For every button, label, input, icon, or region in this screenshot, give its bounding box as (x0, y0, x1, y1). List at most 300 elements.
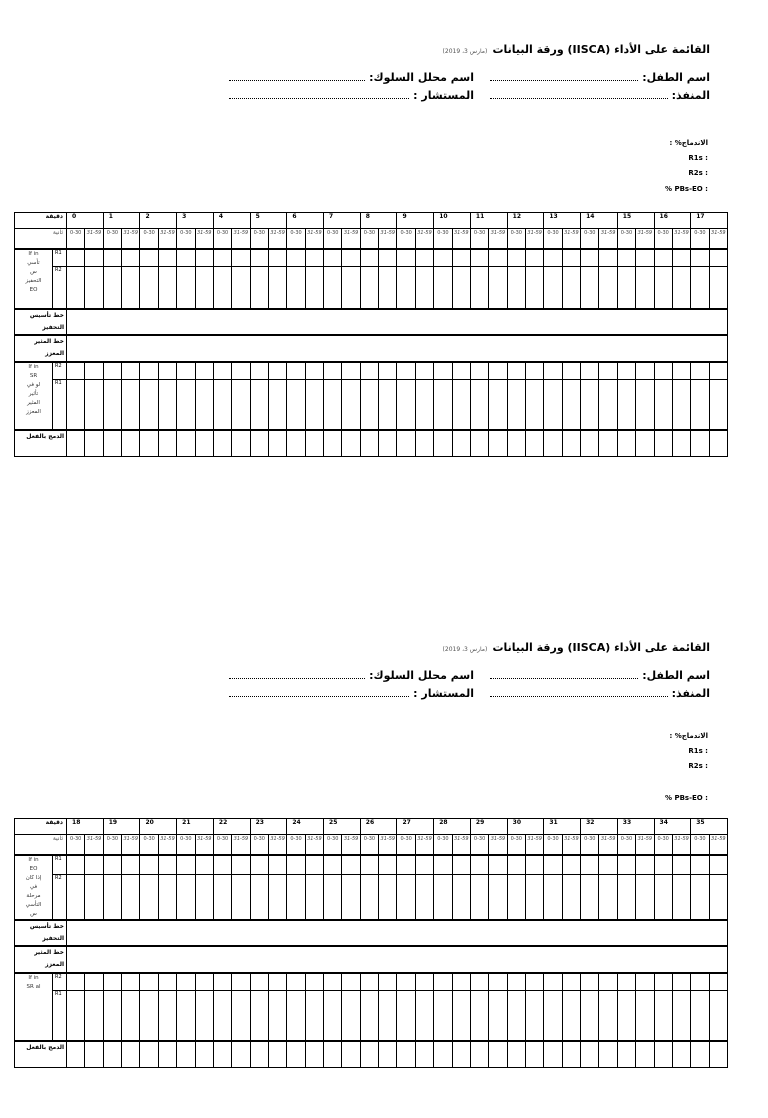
recording-cell[interactable] (342, 855, 360, 875)
recording-cell[interactable] (654, 430, 672, 457)
recording-cell[interactable] (324, 973, 342, 991)
recording-cell[interactable] (470, 855, 488, 875)
recording-cell[interactable] (250, 973, 268, 991)
recording-cell[interactable] (213, 249, 231, 267)
recording-cell[interactable] (672, 874, 690, 920)
recording-cell[interactable] (397, 874, 415, 920)
recording-cell[interactable] (158, 991, 176, 1041)
recording-cell[interactable] (452, 874, 470, 920)
recording-cell[interactable] (434, 973, 452, 991)
recording-cell[interactable] (544, 249, 562, 267)
recording-cell[interactable] (342, 991, 360, 1041)
recording-cell[interactable] (103, 380, 121, 430)
recording-cell[interactable] (691, 874, 709, 920)
recording-cell[interactable] (709, 267, 727, 309)
recording-cell[interactable] (324, 874, 342, 920)
recording-cell[interactable] (177, 430, 195, 457)
recording-cell[interactable] (709, 874, 727, 920)
recording-cell[interactable] (360, 249, 378, 267)
recording-cell[interactable] (636, 1041, 654, 1068)
recording-cell[interactable] (507, 267, 525, 309)
child-name-blank[interactable] (490, 669, 638, 679)
recording-cell[interactable] (158, 874, 176, 920)
recording-cell[interactable] (507, 874, 525, 920)
recording-cell[interactable] (709, 973, 727, 991)
recording-cell[interactable] (434, 249, 452, 267)
recording-cell[interactable] (177, 991, 195, 1041)
recording-cell[interactable] (305, 362, 323, 380)
recording-cell[interactable] (250, 1041, 268, 1068)
recording-cell[interactable] (67, 991, 85, 1041)
recording-cell[interactable] (268, 1041, 286, 1068)
recording-cell[interactable] (452, 249, 470, 267)
recording-cell[interactable] (67, 973, 85, 991)
recording-cell[interactable] (489, 991, 507, 1041)
recording-cell[interactable] (360, 991, 378, 1041)
recording-cell[interactable] (177, 362, 195, 380)
recording-cell[interactable] (581, 973, 599, 991)
recording-cell[interactable] (67, 380, 85, 430)
recording-cell[interactable] (232, 855, 250, 875)
baseline-line-cell[interactable] (67, 920, 728, 946)
recording-cell[interactable] (250, 249, 268, 267)
recording-cell[interactable] (470, 267, 488, 309)
recording-cell[interactable] (324, 1041, 342, 1068)
recording-cell[interactable] (177, 267, 195, 309)
recording-cell[interactable] (85, 1041, 103, 1068)
recording-cell[interactable] (617, 267, 635, 309)
recording-cell[interactable] (397, 380, 415, 430)
recording-cell[interactable] (85, 973, 103, 991)
recording-cell[interactable] (415, 362, 433, 380)
recording-cell[interactable] (232, 1041, 250, 1068)
recording-cell[interactable] (672, 1041, 690, 1068)
recording-cell[interactable] (489, 973, 507, 991)
recording-cell[interactable] (268, 362, 286, 380)
recording-cell[interactable] (434, 991, 452, 1041)
recording-cell[interactable] (305, 380, 323, 430)
recording-cell[interactable] (122, 380, 140, 430)
recording-cell[interactable] (562, 874, 580, 920)
recording-cell[interactable] (232, 430, 250, 457)
recording-cell[interactable] (507, 430, 525, 457)
recording-cell[interactable] (489, 430, 507, 457)
recording-cell[interactable] (342, 973, 360, 991)
recording-cell[interactable] (287, 973, 305, 991)
recording-cell[interactable] (654, 249, 672, 267)
recording-cell[interactable] (140, 874, 158, 920)
recording-cell[interactable] (195, 855, 213, 875)
recording-cell[interactable] (177, 874, 195, 920)
recording-cell[interactable] (562, 249, 580, 267)
recording-cell[interactable] (103, 362, 121, 380)
recording-cell[interactable] (617, 991, 635, 1041)
recording-cell[interactable] (268, 430, 286, 457)
recording-cell[interactable] (158, 362, 176, 380)
recording-cell[interactable] (489, 267, 507, 309)
behavior-analyst-blank[interactable] (229, 71, 365, 81)
recording-cell[interactable] (672, 362, 690, 380)
recording-cell[interactable] (434, 430, 452, 457)
recording-cell[interactable] (470, 991, 488, 1041)
recording-cell[interactable] (232, 249, 250, 267)
recording-cell[interactable] (158, 249, 176, 267)
recording-cell[interactable] (342, 1041, 360, 1068)
recording-cell[interactable] (452, 267, 470, 309)
recording-cell[interactable] (507, 991, 525, 1041)
recording-cell[interactable] (195, 973, 213, 991)
recording-cell[interactable] (526, 430, 544, 457)
recording-cell[interactable] (672, 430, 690, 457)
recording-cell[interactable] (122, 855, 140, 875)
behavior-analyst-field[interactable] (229, 71, 474, 84)
recording-cell[interactable] (709, 430, 727, 457)
recording-cell[interactable] (636, 249, 654, 267)
recording-cell[interactable] (636, 380, 654, 430)
recording-cell[interactable] (654, 991, 672, 1041)
recording-cell[interactable] (654, 380, 672, 430)
recording-cell[interactable] (470, 874, 488, 920)
recording-cell[interactable] (636, 991, 654, 1041)
recording-cell[interactable] (158, 267, 176, 309)
recording-cell[interactable] (489, 380, 507, 430)
recording-cell[interactable] (415, 855, 433, 875)
recording-cell[interactable] (250, 874, 268, 920)
recording-cell[interactable] (213, 267, 231, 309)
recording-cell[interactable] (526, 855, 544, 875)
recording-cell[interactable] (397, 1041, 415, 1068)
recording-cell[interactable] (452, 430, 470, 457)
recording-cell[interactable] (470, 380, 488, 430)
recording-cell[interactable] (581, 430, 599, 457)
recording-cell[interactable] (195, 380, 213, 430)
recording-cell[interactable] (342, 249, 360, 267)
recording-cell[interactable] (379, 249, 397, 267)
recording-cell[interactable] (379, 973, 397, 991)
recording-cell[interactable] (581, 1041, 599, 1068)
recording-cell[interactable] (85, 991, 103, 1041)
recording-cell[interactable] (158, 855, 176, 875)
recording-cell[interactable] (232, 973, 250, 991)
recording-cell[interactable] (581, 855, 599, 875)
recording-cell[interactable] (360, 973, 378, 991)
recording-cell[interactable] (287, 874, 305, 920)
recording-cell[interactable] (526, 267, 544, 309)
recording-cell[interactable] (562, 855, 580, 875)
recording-cell[interactable] (452, 991, 470, 1041)
child-name-blank[interactable] (490, 71, 638, 81)
recording-cell[interactable] (232, 874, 250, 920)
recording-cell[interactable] (581, 991, 599, 1041)
recording-cell[interactable] (654, 973, 672, 991)
recording-cell[interactable] (507, 380, 525, 430)
recording-cell[interactable] (397, 267, 415, 309)
recording-cell[interactable] (158, 430, 176, 457)
recording-cell[interactable] (617, 874, 635, 920)
recording-cell[interactable] (397, 362, 415, 380)
recording-cell[interactable] (67, 249, 85, 267)
recording-cell[interactable] (397, 249, 415, 267)
recording-cell[interactable] (672, 973, 690, 991)
recording-cell[interactable] (360, 267, 378, 309)
recording-cell[interactable] (507, 249, 525, 267)
recording-cell[interactable] (122, 991, 140, 1041)
recording-cell[interactable] (415, 430, 433, 457)
recording-cell[interactable] (268, 249, 286, 267)
recording-cell[interactable] (581, 874, 599, 920)
recording-cell[interactable] (636, 874, 654, 920)
recording-cell[interactable] (379, 362, 397, 380)
recording-cell[interactable] (213, 855, 231, 875)
recording-cell[interactable] (250, 855, 268, 875)
recording-cell[interactable] (268, 973, 286, 991)
recording-cell[interactable] (360, 380, 378, 430)
recording-cell[interactable] (526, 874, 544, 920)
recording-cell[interactable] (526, 991, 544, 1041)
recording-cell[interactable] (691, 973, 709, 991)
executor-field[interactable] (490, 89, 710, 102)
recording-cell[interactable] (287, 991, 305, 1041)
recording-cell[interactable] (103, 430, 121, 457)
recording-cell[interactable] (654, 855, 672, 875)
recording-cell[interactable] (287, 855, 305, 875)
recording-cell[interactable] (103, 267, 121, 309)
recording-cell[interactable] (415, 267, 433, 309)
recording-cell[interactable] (213, 973, 231, 991)
recording-cell[interactable] (287, 1041, 305, 1068)
recording-cell[interactable] (195, 267, 213, 309)
recording-cell[interactable] (67, 362, 85, 380)
recording-cell[interactable] (470, 973, 488, 991)
recording-cell[interactable] (305, 267, 323, 309)
recording-cell[interactable] (177, 855, 195, 875)
behavior-analyst-field[interactable] (229, 669, 474, 682)
recording-cell[interactable] (691, 1041, 709, 1068)
recording-cell[interactable] (85, 855, 103, 875)
recording-cell[interactable] (324, 855, 342, 875)
recording-cell[interactable] (489, 1041, 507, 1068)
recording-cell[interactable] (213, 1041, 231, 1068)
recording-cell[interactable] (691, 267, 709, 309)
consultant-blank[interactable] (229, 89, 409, 99)
recording-cell[interactable] (122, 973, 140, 991)
recording-cell[interactable] (691, 991, 709, 1041)
recording-cell[interactable] (544, 973, 562, 991)
recording-cell[interactable] (470, 430, 488, 457)
recording-cell[interactable] (599, 249, 617, 267)
recording-cell[interactable] (324, 362, 342, 380)
recording-cell[interactable] (434, 362, 452, 380)
recording-cell[interactable] (507, 973, 525, 991)
recording-cell[interactable] (250, 267, 268, 309)
recording-cell[interactable] (342, 380, 360, 430)
recording-cell[interactable] (452, 1041, 470, 1068)
recording-cell[interactable] (636, 267, 654, 309)
recording-cell[interactable] (305, 430, 323, 457)
recording-cell[interactable] (709, 1041, 727, 1068)
recording-cell[interactable] (709, 855, 727, 875)
recording-cell[interactable] (599, 874, 617, 920)
recording-cell[interactable] (305, 1041, 323, 1068)
recording-cell[interactable] (544, 1041, 562, 1068)
recording-cell[interactable] (526, 249, 544, 267)
recording-cell[interactable] (250, 380, 268, 430)
recording-cell[interactable] (250, 991, 268, 1041)
recording-cell[interactable] (140, 991, 158, 1041)
recording-cell[interactable] (305, 991, 323, 1041)
recording-cell[interactable] (250, 430, 268, 457)
recording-cell[interactable] (672, 991, 690, 1041)
recording-cell[interactable] (599, 855, 617, 875)
recording-cell[interactable] (268, 267, 286, 309)
recording-cell[interactable] (342, 362, 360, 380)
recording-cell[interactable] (232, 267, 250, 309)
recording-cell[interactable] (140, 430, 158, 457)
recording-cell[interactable] (489, 362, 507, 380)
recording-cell[interactable] (562, 1041, 580, 1068)
recording-cell[interactable] (581, 267, 599, 309)
recording-cell[interactable] (103, 874, 121, 920)
recording-cell[interactable] (177, 973, 195, 991)
recording-cell[interactable] (213, 362, 231, 380)
recording-cell[interactable] (397, 430, 415, 457)
recording-cell[interactable] (213, 874, 231, 920)
recording-cell[interactable] (177, 380, 195, 430)
recording-cell[interactable] (526, 973, 544, 991)
recording-cell[interactable] (360, 430, 378, 457)
recording-cell[interactable] (526, 380, 544, 430)
recording-cell[interactable] (195, 991, 213, 1041)
recording-cell[interactable] (232, 362, 250, 380)
recording-cell[interactable] (617, 249, 635, 267)
executor-blank[interactable] (490, 89, 668, 99)
recording-cell[interactable] (268, 991, 286, 1041)
recording-cell[interactable] (158, 973, 176, 991)
recording-cell[interactable] (195, 1041, 213, 1068)
recording-cell[interactable] (672, 380, 690, 430)
recording-cell[interactable] (489, 855, 507, 875)
recording-cell[interactable] (470, 1041, 488, 1068)
recording-cell[interactable] (67, 855, 85, 875)
recording-cell[interactable] (544, 380, 562, 430)
recording-cell[interactable] (287, 362, 305, 380)
recording-cell[interactable] (158, 380, 176, 430)
recording-cell[interactable] (562, 973, 580, 991)
recording-grid[interactable] (14, 818, 728, 1068)
child-name-field[interactable] (490, 71, 710, 84)
recording-cell[interactable] (103, 855, 121, 875)
recording-cell[interactable] (526, 362, 544, 380)
recording-cell[interactable] (636, 362, 654, 380)
recording-cell[interactable] (140, 380, 158, 430)
recording-cell[interactable] (122, 267, 140, 309)
recording-cell[interactable] (709, 249, 727, 267)
recording-cell[interactable] (452, 380, 470, 430)
recording-cell[interactable] (452, 855, 470, 875)
recording-cell[interactable] (544, 855, 562, 875)
recording-cell[interactable] (213, 380, 231, 430)
recording-cell[interactable] (636, 973, 654, 991)
recording-cell[interactable] (122, 1041, 140, 1068)
recording-cell[interactable] (103, 249, 121, 267)
recording-cell[interactable] (434, 267, 452, 309)
recording-cell[interactable] (654, 1041, 672, 1068)
recording-cell[interactable] (140, 1041, 158, 1068)
recording-cell[interactable] (360, 362, 378, 380)
recording-cell[interactable] (158, 1041, 176, 1068)
recording-cell[interactable] (544, 267, 562, 309)
recording-cell[interactable] (434, 874, 452, 920)
recording-cell[interactable] (617, 973, 635, 991)
consultant-field[interactable] (229, 687, 474, 700)
recording-cell[interactable] (85, 430, 103, 457)
reinforcer-line-cell[interactable] (67, 335, 728, 362)
recording-cell[interactable] (562, 991, 580, 1041)
recording-cell[interactable] (434, 380, 452, 430)
recording-cell[interactable] (599, 267, 617, 309)
reinforcer-line-cell[interactable] (67, 946, 728, 973)
recording-cell[interactable] (672, 249, 690, 267)
recording-cell[interactable] (709, 380, 727, 430)
recording-cell[interactable] (195, 249, 213, 267)
recording-cell[interactable] (140, 973, 158, 991)
recording-cell[interactable] (213, 430, 231, 457)
recording-cell[interactable] (67, 430, 85, 457)
recording-cell[interactable] (232, 991, 250, 1041)
baseline-line-cell[interactable] (67, 309, 728, 335)
recording-cell[interactable] (287, 267, 305, 309)
recording-cell[interactable] (434, 855, 452, 875)
recording-cell[interactable] (103, 1041, 121, 1068)
recording-cell[interactable] (122, 362, 140, 380)
recording-cell[interactable] (434, 1041, 452, 1068)
recording-cell[interactable] (562, 267, 580, 309)
recording-cell[interactable] (581, 249, 599, 267)
recording-cell[interactable] (324, 430, 342, 457)
recording-cell[interactable] (599, 362, 617, 380)
recording-cell[interactable] (599, 991, 617, 1041)
recording-cell[interactable] (599, 973, 617, 991)
recording-cell[interactable] (360, 855, 378, 875)
recording-cell[interactable] (415, 249, 433, 267)
recording-cell[interactable] (636, 855, 654, 875)
recording-cell[interactable] (452, 973, 470, 991)
recording-cell[interactable] (122, 249, 140, 267)
recording-cell[interactable] (415, 991, 433, 1041)
recording-cell[interactable] (654, 362, 672, 380)
recording-cell[interactable] (324, 267, 342, 309)
recording-cell[interactable] (213, 991, 231, 1041)
recording-cell[interactable] (507, 362, 525, 380)
recording-cell[interactable] (562, 380, 580, 430)
recording-cell[interactable] (691, 380, 709, 430)
recording-cell[interactable] (305, 855, 323, 875)
recording-cell[interactable] (507, 855, 525, 875)
recording-cell[interactable] (544, 874, 562, 920)
recording-cell[interactable] (581, 362, 599, 380)
recording-cell[interactable] (691, 362, 709, 380)
recording-cell[interactable] (140, 855, 158, 875)
behavior-analyst-blank[interactable] (229, 669, 365, 679)
recording-cell[interactable] (470, 362, 488, 380)
recording-cell[interactable] (360, 874, 378, 920)
recording-cell[interactable] (324, 249, 342, 267)
recording-cell[interactable] (654, 267, 672, 309)
recording-cell[interactable] (489, 874, 507, 920)
recording-cell[interactable] (672, 267, 690, 309)
recording-cell[interactable] (709, 362, 727, 380)
recording-cell[interactable] (709, 991, 727, 1041)
